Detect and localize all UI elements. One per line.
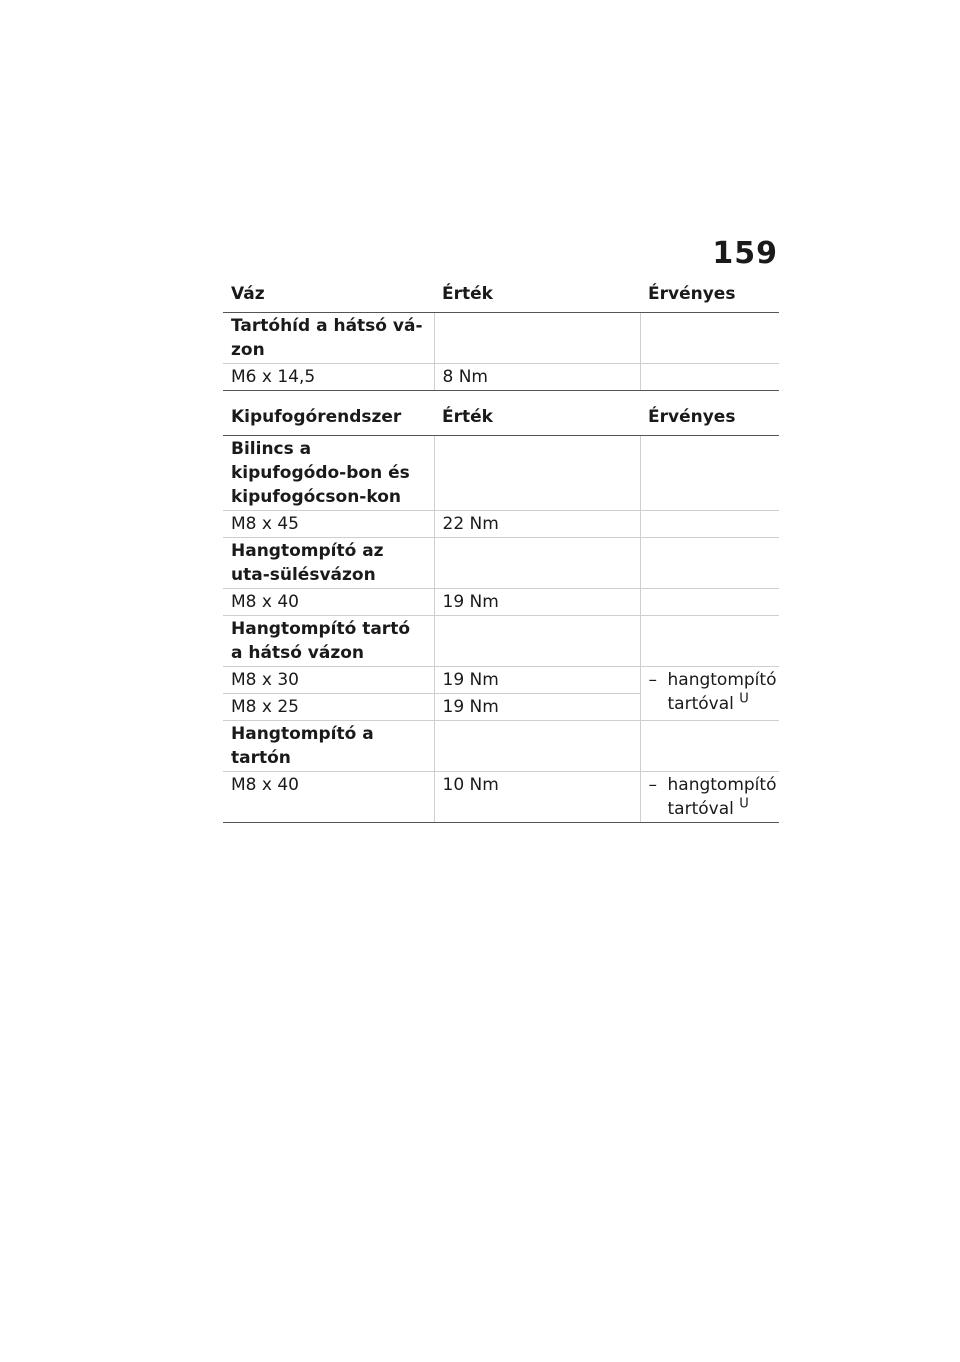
column-header-component: Kipufogórendszer [223,405,434,436]
torque-value: 19 Nm [434,589,640,616]
table-group-row [223,313,779,364]
table-header-row [223,405,779,436]
table-group-row [223,538,779,589]
column-header-value: Érték [434,282,640,313]
validity-note [640,772,779,823]
validity-note [640,667,779,721]
frame-torque-table [223,282,779,391]
table-row [223,511,779,538]
empty-cell [640,538,779,589]
bolt-size: M8 x 25 [223,694,434,721]
table-group-row [223,721,779,772]
bolt-size: M8 x 45 [223,511,434,538]
empty-cell [434,436,640,511]
exhaust-torque-table [223,405,779,823]
group-label: Hangtompító a tartón [223,721,434,772]
column-header-valid: Érvényes [640,282,779,313]
column-header-valid: Érvényes [640,405,779,436]
empty-cell [640,313,779,364]
empty-cell [640,436,779,511]
table-header-row [223,282,779,313]
table-group-row [223,436,779,511]
empty-cell [640,364,779,391]
bolt-size: M6 x 14,5 [223,364,434,391]
empty-cell [434,538,640,589]
bolt-size: M8 x 30 [223,667,434,694]
column-header-value: Érték [434,405,640,436]
empty-cell [640,721,779,772]
table-row [223,667,779,694]
group-label: Bilincs a kipufogódo-bon és kipufogócson-kon [223,436,434,511]
torque-value: 19 Nm [434,694,640,721]
table-row [223,364,779,391]
note-text: hangtompító tartóval [667,670,777,714]
empty-cell [434,313,640,364]
torque-value: 10 Nm [434,772,640,823]
bolt-size: M8 x 40 [223,772,434,823]
empty-cell [640,589,779,616]
table-row [223,772,779,823]
table-row [223,589,779,616]
note-text-wrap [649,773,777,821]
note-text-wrap [649,668,777,716]
note-dash: – [648,670,657,690]
torque-value: 8 Nm [434,364,640,391]
note-dash: – [648,775,657,795]
column-header-component: Váz [223,282,434,313]
torque-value: 19 Nm [434,667,640,694]
page-number: 159 [712,236,778,271]
note-text: hangtompító tartóval [667,775,777,819]
empty-cell [434,616,640,667]
empty-cell [640,511,779,538]
group-label: Tartóhíd a hátsó vá-zon [223,313,434,364]
table-group-row [223,616,779,667]
group-label: Hangtompító tartó a hátsó vázon [223,616,434,667]
group-label: Hangtompító az uta-sülésvázon [223,538,434,589]
u-symbol-icon: U [739,796,749,812]
torque-value: 22 Nm [434,511,640,538]
bolt-size: M8 x 40 [223,589,434,616]
empty-cell [434,721,640,772]
u-symbol-icon: U [739,691,749,707]
empty-cell [640,616,779,667]
